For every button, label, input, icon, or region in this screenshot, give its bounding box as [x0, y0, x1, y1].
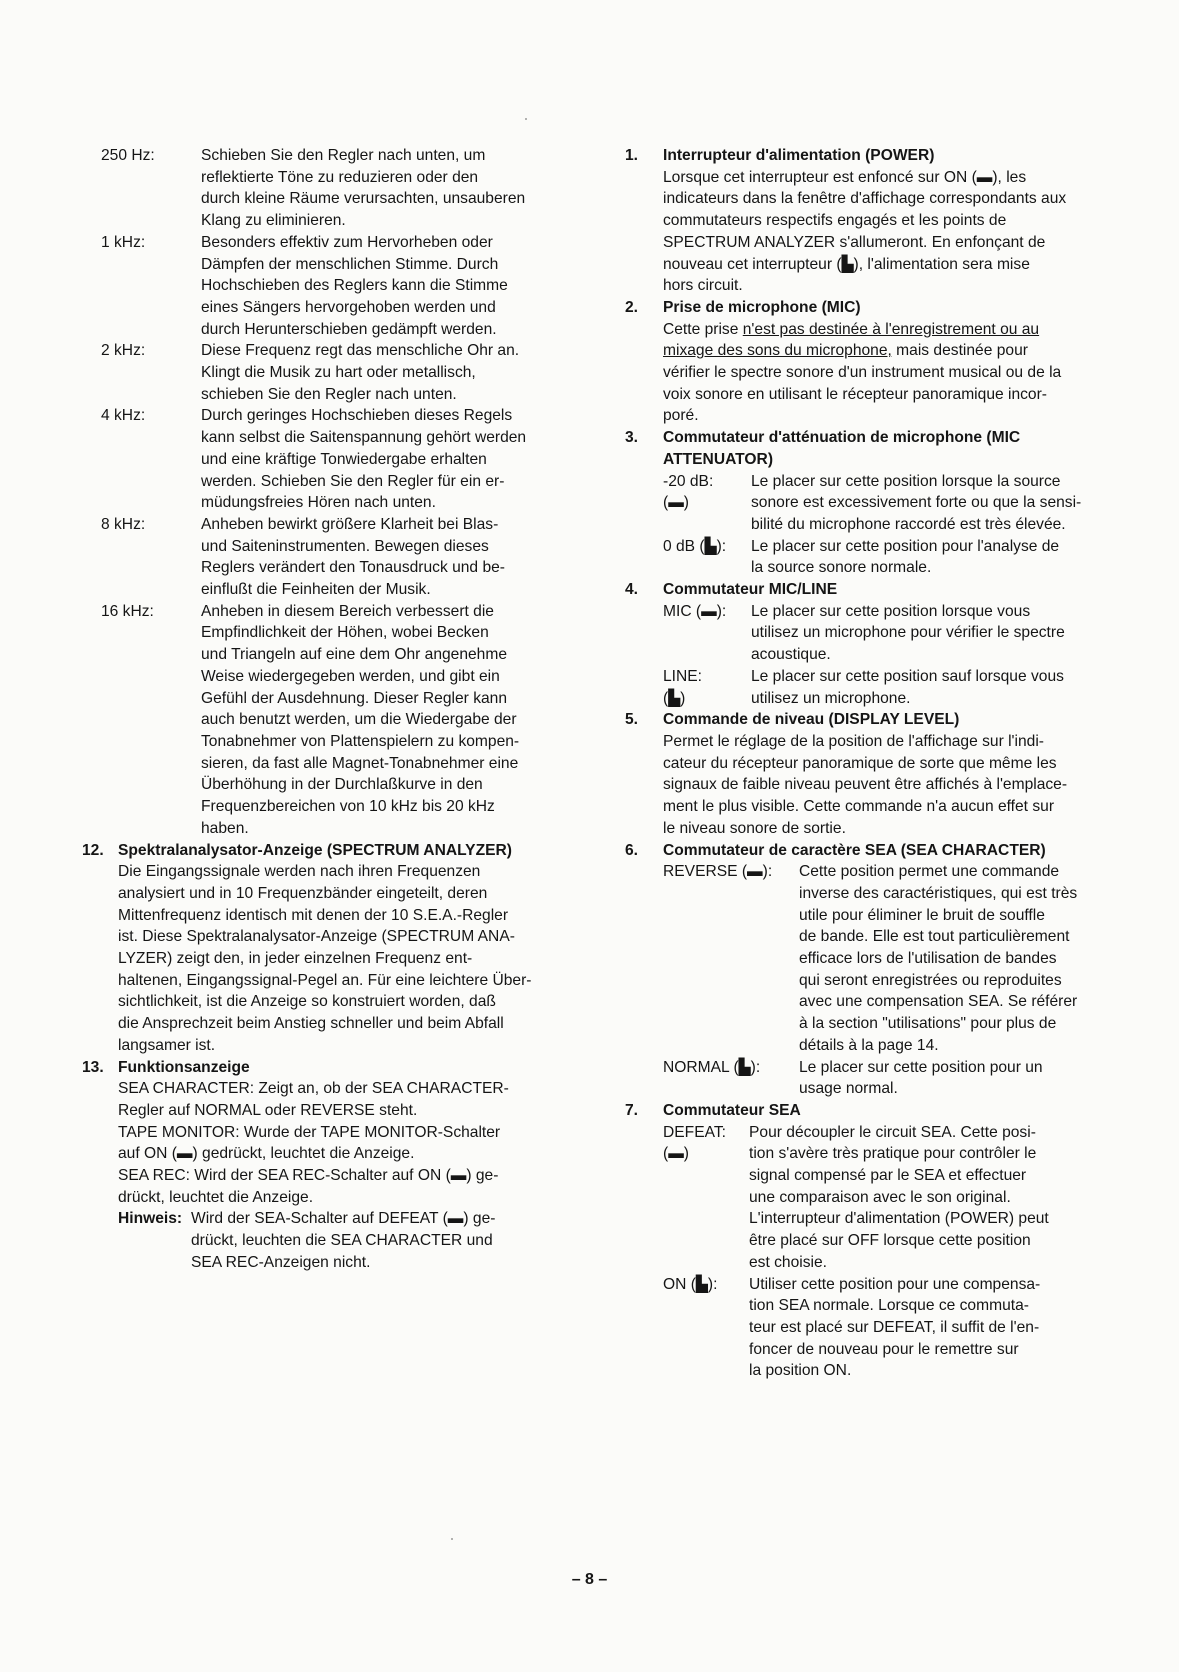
option-entry — [663, 536, 1156, 579]
frequency-entry — [97, 514, 590, 601]
text-line: usage normal. — [799, 1080, 898, 1098]
text-line: Empfindlichkeit der Höhen, wobei Becken — [201, 624, 489, 642]
section-number: 5. — [625, 711, 639, 729]
option-label-line: MIC (▬): — [663, 602, 727, 620]
text-line: und Triangeln auf eine dem Ohr angenehme — [201, 646, 508, 664]
text-line: foncer de nouveau pour le remettre sur — [749, 1340, 1019, 1358]
text-line: Le placer sur cette position pour l'analyse de — [751, 537, 1060, 555]
option-description — [749, 1122, 1156, 1274]
underlined-text: n'est pas destinée à l'enregistrement ou au — [742, 320, 1040, 338]
text-line: teur est placé sur DEFEAT, il suffit de l'en- — [749, 1318, 1040, 1336]
section-title: Commutateur de caractère SEA (SEA CHARACTER) — [663, 841, 1046, 859]
section-title: Interrupteur d'alimentation (POWER) — [663, 147, 935, 164]
frequency-description — [201, 514, 590, 601]
frequency-entry — [97, 340, 590, 405]
text-line: Dämpfen der menschlichen Stimme. Durch — [201, 255, 499, 273]
text-line: Weise wiedergegeben werden, und gibt ein — [201, 667, 500, 685]
text-line: bilité du microphone raccordé est très élevée. — [751, 515, 1066, 533]
option-label-line: NORMAL (▙): — [663, 1058, 761, 1076]
option-label-line: (▬) — [663, 1145, 689, 1163]
text-line: ment le plus visible. Cette commande n'a aucun effet sur — [663, 798, 1055, 816]
text-line: auch benutzt werden, um die Wiedergabe der — [201, 711, 517, 729]
text-line: la position ON. — [749, 1362, 852, 1380]
section-title: Commande de niveau (DISPLAY LEVEL) — [663, 711, 960, 729]
frequency-entry — [97, 405, 590, 514]
section-4-heading — [625, 579, 1156, 601]
frequency-list — [97, 145, 590, 840]
option-description — [799, 861, 1156, 1056]
text-line: Klang zu eliminieren. — [201, 212, 346, 230]
right-column — [625, 145, 1156, 1382]
text-line: Anheben in diesem Bereich verbessert die — [201, 602, 494, 620]
option-label — [663, 861, 799, 1056]
text-line: und Saiteninstrumenten. Bewegen dieses — [201, 537, 489, 555]
frequency-label: 250 Hz: — [101, 147, 155, 164]
section-5-heading — [625, 709, 1156, 731]
text-line: Tonabnehmer von Plattenspielern zu kompen- — [201, 732, 520, 750]
option-description — [751, 601, 1156, 666]
text-line: acoustique. — [751, 646, 831, 664]
option-label-line — [663, 622, 751, 644]
text-line: Überhöhung in der Durchlaßkurve in den — [201, 776, 483, 794]
text-line: sichtlichkeit, ist die Anzeige so konstruiert worden, daß — [118, 993, 496, 1011]
section-title: Commutateur SEA — [663, 1101, 801, 1119]
text-line: durch kleine Räume verursachten, unsauberen — [201, 190, 526, 208]
text-line: est choisie. — [749, 1253, 828, 1271]
option-label-line: (▙) — [663, 689, 686, 707]
option-label-line: 0 dB (▙): — [663, 537, 727, 555]
text-line: kann selbst die Saitenspannung gehört werden — [201, 429, 527, 447]
text-line: utilisez un microphone pour vérifier le spectre — [751, 624, 1065, 642]
section-number: 2. — [625, 298, 639, 316]
section-number: 4. — [625, 581, 639, 599]
section-title: Prise de microphone (MIC) — [663, 298, 861, 316]
section-6-heading — [625, 840, 1156, 862]
text-line: Schieben Sie den Regler nach unten, um — [201, 147, 486, 164]
option-description — [749, 1274, 1156, 1383]
text-line: cateur du récepteur panoramique de sorte que même les — [663, 754, 1057, 772]
text-line: Klingt die Musik zu hart oder metallisch, — [201, 364, 476, 382]
text-line: haben. — [201, 819, 249, 837]
frequency-description — [201, 145, 590, 232]
text-line: Utiliser cette position pour une compensa- — [749, 1275, 1041, 1293]
frequency-entry — [97, 601, 590, 840]
text-line: und eine kräftige Tonwiedergabe erhalten — [201, 450, 487, 468]
option-description — [751, 536, 1156, 579]
text-line: tion SEA normale. Lorsque ce commuta- — [749, 1297, 1029, 1315]
text-line: signal compensé par le SEA et effectuer — [749, 1167, 1027, 1185]
note-text — [191, 1208, 590, 1273]
section-7-options — [663, 1122, 1156, 1382]
text-line: haltenen, Eingangssignal-Pegel an. Für eine leichtere Über- — [118, 971, 532, 989]
text-line: détails à la page 14. — [799, 1036, 939, 1054]
option-label-line: DEFEAT: — [663, 1123, 726, 1141]
section-number: 6. — [625, 841, 639, 859]
text-run: Cette prise — [663, 320, 743, 338]
option-label-line: LINE: — [663, 667, 702, 685]
frequency-description — [201, 405, 590, 514]
text-line: Gefühl der Ausdehnung. Dieser Regler kann — [201, 689, 508, 707]
option-label — [663, 1122, 749, 1274]
frequency-label: 16 kHz: — [101, 602, 154, 620]
option-description — [799, 1057, 1156, 1100]
text-line: L'interrupteur d'alimentation (POWER) peut — [749, 1210, 1049, 1228]
text-line: Lorsque cet interrupteur est enfoncé sur ON (▬), les — [663, 168, 1027, 186]
frequency-entry — [97, 232, 590, 341]
section-4-options — [663, 601, 1156, 710]
option-entry — [663, 601, 1156, 666]
underlined-text: mixage des sons du microphone, — [663, 342, 892, 360]
text-line: la source sonore normale. — [751, 559, 932, 577]
section-number: 3. — [625, 429, 639, 447]
text-line: poré. — [663, 407, 699, 425]
frequency-description — [201, 232, 590, 341]
frequency-description — [201, 340, 590, 405]
text-line: efficace lors de l'utilisation de bandes — [799, 950, 1057, 968]
section-2-body — [663, 319, 1156, 428]
text-line: SEA REC-Anzeigen nicht. — [191, 1253, 371, 1271]
text-line: Le placer sur cette position lorsque vous — [751, 602, 1031, 620]
text-line: Hochschieben des Reglers kann die Stimme — [201, 277, 508, 295]
option-label-line: (▬) — [663, 494, 689, 512]
text-line: analysiert und in 10 Frequenzbänder eingeteilt, deren — [118, 884, 488, 902]
option-entry — [663, 1057, 1156, 1100]
option-label-line — [663, 514, 751, 536]
text-line: ist. Diese Spektralanalysator-Anzeige (SPECTRUM ANA- — [118, 928, 515, 946]
text-line: durch Herunterschieben gedämpft werden. — [201, 320, 497, 338]
option-label — [663, 1274, 749, 1383]
text-line: tion s'avère très pratique pour contrôler le — [749, 1145, 1037, 1163]
text-line: hors circuit. — [663, 277, 743, 295]
text-line: sieren, da fast alle Magnet-Tonabnehmer eine — [201, 754, 519, 772]
section-title-cont: ATTENUATOR) — [663, 450, 774, 468]
frequency-label: 4 kHz: — [101, 407, 146, 425]
option-label-line: REVERSE (▬): — [663, 863, 773, 881]
option-entry — [663, 861, 1156, 1056]
text-line: de bande. Elle est tout particulièrement — [799, 928, 1070, 946]
frequency-description — [201, 601, 590, 840]
section-1-body — [663, 167, 1156, 297]
text-line: vérifier le spectre sonore d'un instrument musical ou de la — [663, 364, 1062, 382]
text-line: auf ON (▬) gedrückt, leuchtet die Anzeige. — [118, 1145, 415, 1163]
text-line: SEA CHARACTER: Zeigt an, ob der SEA CHARACTER- — [118, 1080, 509, 1098]
frequency-entry — [97, 145, 590, 232]
left-column — [82, 145, 590, 1274]
text-line: Diese Frequenz regt das menschliche Ohr an. — [201, 342, 520, 360]
text-line: commutateurs respectifs engagés et les points de — [663, 212, 1007, 230]
text-line: Pour découpler le circuit SEA. Cette posi- — [749, 1123, 1036, 1141]
section-title: Commutateur MIC/LINE — [663, 581, 838, 599]
page-number: – 8 – — [571, 1571, 608, 1588]
text-line: être placé sur OFF lorsque cette position — [749, 1232, 1031, 1250]
option-label-line: ON (▙): — [663, 1275, 718, 1293]
text-line: Reglers verändert den Tonausdruck und be- — [201, 559, 505, 577]
section-13-body — [118, 1078, 590, 1208]
option-entry — [663, 1122, 1156, 1274]
option-entry — [663, 666, 1156, 709]
text-line: eines Sängers hervorgehoben werden und — [201, 298, 496, 316]
text-line: Cette position permet une commande — [799, 863, 1060, 881]
section-2-rest — [663, 362, 1156, 427]
text-line: le niveau sonore de sortie. — [663, 819, 846, 837]
text-line: drückt, leuchten die SEA CHARACTER und — [191, 1232, 493, 1250]
option-description — [751, 471, 1156, 536]
text-line: Die Eingangssignale werden nach ihren Frequenzen — [118, 863, 481, 881]
text-line: qui seront enregistrées ou reproduites — [799, 971, 1062, 989]
section-7-heading — [625, 1100, 1156, 1122]
text-line: avec une compensation SEA. Se référer — [799, 993, 1078, 1011]
text-line: inverse des caractéristiques, qui est très — [799, 884, 1078, 902]
text-line: Regler auf NORMAL oder REVERSE steht. — [118, 1101, 418, 1119]
frequency-label: 1 kHz: — [101, 233, 146, 251]
section-1-heading — [625, 145, 1156, 167]
text-line: Wird der SEA-Schalter auf DEFEAT (▬) ge- — [191, 1210, 496, 1228]
text-line: LYZER) zeigt den, in jeder einzelnen Frequenz ent- — [118, 950, 473, 968]
text-line: voix sonore en utilisant le récepteur panoramique incor- — [663, 385, 1047, 403]
text-line: Permet le réglage de la position de l'affichage sur l'indi- — [663, 732, 1045, 750]
text-line: Durch geringes Hochschieben dieses Regels — [201, 407, 513, 425]
text-line: schieben Sie den Regler nach unten. — [201, 385, 457, 403]
text-line: nouveau cet interrupteur (▙), l'alimentation sera mise — [663, 255, 1030, 273]
option-label — [663, 1057, 799, 1100]
text-line: utilisez un microphone. — [751, 689, 911, 707]
text-line: Le placer sur cette position lorsque la source — [751, 472, 1061, 490]
section-2-heading — [625, 297, 1156, 319]
option-entry — [663, 471, 1156, 536]
option-label — [663, 601, 751, 666]
option-label-line — [663, 557, 751, 579]
option-label — [663, 471, 751, 536]
option-label-line — [663, 644, 751, 666]
section-6-options — [663, 861, 1156, 1100]
text-line: die Ansprechzeit beim Anstieg schneller und beim Abfall — [118, 1015, 504, 1033]
frequency-label: 8 kHz: — [101, 515, 146, 533]
scan-speck — [525, 118, 527, 120]
section-number: 12. — [82, 841, 104, 859]
text-line: SPECTRUM ANALYZER s'allumeront. En enfonçant de — [663, 233, 1046, 251]
text-line: Anheben bewirkt größere Klarheit bei Blas- — [201, 515, 499, 533]
text-line: reflektierte Töne zu reduzieren oder den — [201, 168, 479, 186]
text-line: Le placer sur cette position sauf lorsque vous — [751, 667, 1064, 685]
section-title: Commutateur d'atténuation de microphone (MIC — [663, 429, 1021, 447]
text-line: à la section "utilisations" pour plus de — [799, 1015, 1057, 1033]
text-line: TAPE MONITOR: Wurde der TAPE MONITOR-Schalter — [118, 1123, 501, 1141]
text-line: utile pour éliminer le bruit de souffle — [799, 906, 1045, 924]
option-entry — [663, 1274, 1156, 1383]
section-5-body — [663, 731, 1156, 840]
text-line: SEA REC: Wird der SEA REC-Schalter auf ON (▬) ge- — [118, 1167, 499, 1185]
option-label-line: -20 dB: — [663, 472, 714, 490]
text-line: werden. Schieben Sie den Regler für ein er- — [201, 472, 505, 490]
option-description — [751, 666, 1156, 709]
section-13-heading — [82, 1057, 590, 1079]
section-12-heading — [82, 840, 590, 862]
text-line: signaux de faible niveau peuvent être affichés à l'emplace- — [663, 776, 1068, 794]
scan-speck — [451, 1538, 453, 1540]
text-run: mais destinée pour — [891, 342, 1028, 360]
section-number: 13. — [82, 1058, 104, 1076]
text-line: langsamer ist. — [118, 1036, 216, 1054]
note-label: Hinweis: — [118, 1210, 183, 1228]
text-line: Mittenfrequenz identisch mit denen der 10 S.E.A.-Regler — [118, 906, 509, 924]
text-line: Le placer sur cette position pour un — [799, 1058, 1043, 1076]
section-3-options — [663, 471, 1156, 580]
section-number: 7. — [625, 1101, 639, 1119]
section-title: Funktionsanzeige — [118, 1058, 250, 1076]
section-12-body — [118, 861, 590, 1056]
text-line: einflußt die Feinheiten der Musik. — [201, 581, 431, 599]
text-line: indicateurs dans la fenêtre d'affichage correspondants aux — [663, 190, 1067, 208]
option-label — [663, 536, 751, 579]
text-line: sonore est excessivement forte ou que la sensi- — [751, 494, 1082, 512]
text-line: une comparaison avec le son original. — [749, 1188, 1011, 1206]
text-line: Besonders effektiv zum Hervorheben oder — [201, 233, 493, 251]
text-line: drückt, leuchtet die Anzeige. — [118, 1188, 314, 1206]
option-label — [663, 666, 751, 709]
section-title: Spektralanalysator-Anzeige (SPECTRUM ANALYZER) — [118, 841, 512, 859]
text-line: müdungsfreies Hören nach unten. — [201, 494, 436, 512]
section-3-heading — [625, 427, 1156, 470]
section-number: 1. — [625, 147, 639, 164]
frequency-label: 2 kHz: — [101, 342, 146, 360]
note — [118, 1208, 590, 1273]
text-line: Frequenzbereichen von 10 kHz bis 20 kHz — [201, 798, 495, 816]
